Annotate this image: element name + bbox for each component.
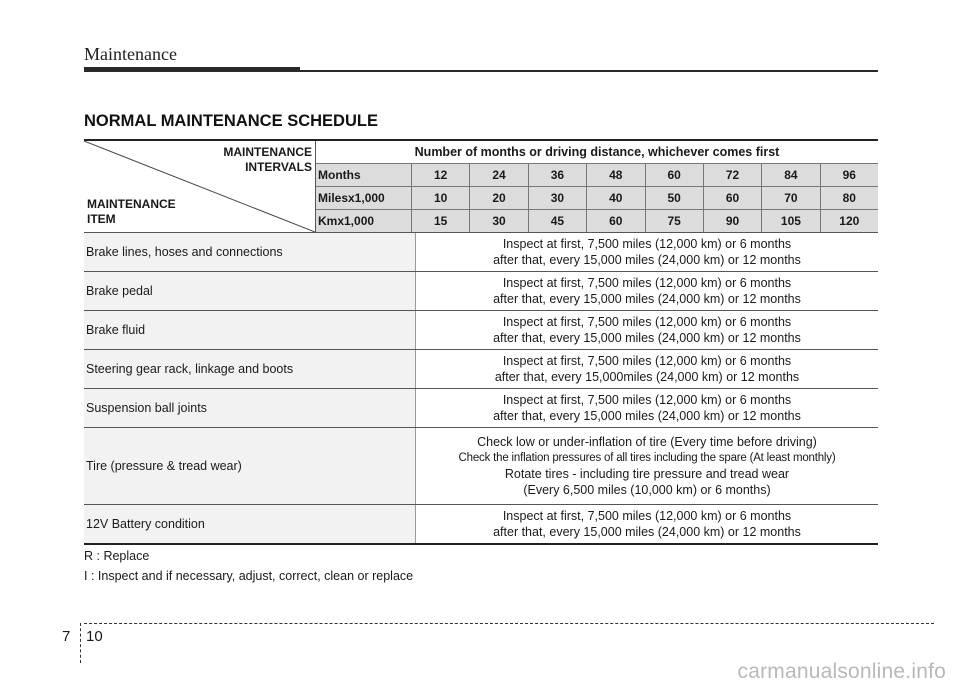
maintenance-item-schedule	[415, 428, 878, 504]
interval-value: 96	[842, 168, 856, 182]
interval-value: 50	[646, 187, 704, 209]
maintenance-item-schedule	[415, 311, 878, 349]
interval-row	[316, 164, 878, 187]
interval-row	[316, 187, 878, 210]
maintenance-item-schedule	[415, 389, 878, 427]
legend-replace: R : Replace	[84, 549, 150, 563]
maintenance-item-name: Tire (pressure & tread wear)	[86, 459, 242, 473]
legend	[84, 546, 413, 586]
footer-divider	[84, 623, 934, 624]
schedule-line: after that, every 15,000 miles (24,000 km) or 12 months	[493, 409, 801, 423]
maintenance-item-name: Suspension ball joints	[86, 401, 207, 415]
schedule-line: Inspect at first, 7,500 miles (12,000 km) or 6 months	[502, 237, 792, 251]
schedule-line: Inspect at first, 7,500 miles (12,000 km) or 6 months	[502, 509, 792, 523]
interval-value: 15	[412, 210, 470, 232]
corner-item-line1: MAINTENANCE	[87, 197, 176, 211]
interval-unit: Milesx1,000	[316, 187, 412, 209]
interval-value: 40	[587, 187, 645, 209]
table-header	[84, 141, 878, 233]
schedule-line: Rotate tires - including tire pressure and tread wear	[504, 467, 790, 481]
maintenance-table	[84, 139, 878, 545]
maintenance-item-name: Brake lines, hoses and connections	[86, 245, 283, 259]
table-row	[84, 233, 878, 272]
interval-value: 90	[704, 210, 762, 232]
header-rule-thin	[300, 70, 878, 72]
table-row	[84, 272, 878, 311]
maintenance-item-name: Brake fluid	[86, 323, 146, 337]
interval-value: 60	[646, 164, 704, 186]
footer-vertical-divider	[80, 623, 81, 663]
interval-rows	[316, 164, 878, 232]
interval-value: 60	[704, 187, 762, 209]
schedule-line: (Every 6,500 miles (10,000 km) or 6 months)	[523, 483, 771, 497]
interval-value: 12	[412, 164, 470, 186]
interval-value: 105	[762, 210, 820, 232]
section-title: NORMAL MAINTENANCE SCHEDULE	[84, 112, 378, 130]
interval-header	[316, 141, 878, 232]
legend-inspect: I : Inspect and if necessary, adjust, correct, clean or replace	[84, 569, 414, 583]
interval-value: 75	[646, 210, 704, 232]
schedule-line: Inspect at first, 7,500 miles (12,000 km) or 6 months	[502, 315, 792, 329]
maintenance-item-schedule	[415, 272, 878, 310]
watermark: carmanualsonline.info	[737, 660, 946, 683]
interval-value: 48	[587, 164, 645, 186]
interval-value: 10	[412, 187, 470, 209]
interval-value: 36	[529, 164, 587, 186]
header-title: Maintenance	[84, 44, 177, 64]
interval-unit: Months	[316, 164, 412, 186]
maintenance-item-name: Steering gear rack, linkage and boots	[86, 362, 294, 376]
interval-value: 72	[704, 164, 762, 186]
schedule-line: after that, every 15,000 miles (24,000 km) or 12 months	[493, 525, 801, 539]
interval-value: 20	[470, 187, 528, 209]
corner-item-line2: ITEM	[87, 212, 116, 226]
interval-value: 60	[587, 210, 645, 232]
table-row	[84, 311, 878, 350]
page-chapter-number: 7	[62, 628, 71, 645]
interval-caption: Number of months or driving distance, whichever comes first	[316, 141, 878, 164]
interval-value: 120	[839, 214, 860, 228]
item-rows	[84, 233, 878, 543]
maintenance-item-schedule	[415, 350, 878, 388]
header-rule-thick	[84, 67, 300, 72]
table-row	[84, 505, 878, 543]
schedule-line: after that, every 15,000 miles (24,000 km) or 12 months	[493, 253, 801, 267]
schedule-line: Check low or under-inflation of tire (Every time before driving)	[477, 435, 817, 449]
table-row	[84, 389, 878, 428]
interval-value: 80	[842, 191, 856, 205]
corner-intervals-label	[223, 145, 312, 175]
schedule-line: after that, every 15,000miles (24,000 km) or 12 months	[494, 370, 800, 384]
maintenance-item-schedule	[415, 505, 878, 543]
interval-value: 84	[762, 164, 820, 186]
corner-intervals-line2: INTERVALS	[245, 160, 312, 174]
schedule-line: Inspect at first, 7,500 miles (12,000 km) or 6 months	[502, 354, 792, 368]
maintenance-item-name: 12V Battery condition	[86, 517, 205, 531]
interval-value: 30	[470, 210, 528, 232]
corner-item-label	[87, 197, 176, 227]
table-row	[84, 350, 878, 389]
interval-value: 24	[470, 164, 528, 186]
interval-unit: Kmx1,000	[316, 210, 412, 232]
corner-intervals-line1: MAINTENANCE	[223, 145, 312, 159]
interval-value: 70	[762, 187, 820, 209]
interval-value: 30	[529, 187, 587, 209]
schedule-line: Inspect at first, 7,500 miles (12,000 km) or 6 months	[502, 276, 792, 290]
schedule-line: after that, every 15,000 miles (24,000 km) or 12 months	[493, 331, 801, 345]
table-row	[84, 428, 878, 505]
schedule-line: after that, every 15,000 miles (24,000 km) or 12 months	[493, 292, 801, 306]
maintenance-item-name: Brake pedal	[86, 284, 153, 298]
table-corner-cell	[84, 141, 316, 232]
schedule-line: Inspect at first, 7,500 miles (12,000 km) or 6 months	[502, 393, 792, 407]
interval-value: 45	[529, 210, 587, 232]
page-number: 10	[86, 628, 103, 645]
interval-row	[316, 210, 878, 232]
schedule-line: Check the inflation pressures of all tires including the spare (At least monthly)	[458, 452, 836, 464]
maintenance-item-schedule	[415, 233, 878, 271]
